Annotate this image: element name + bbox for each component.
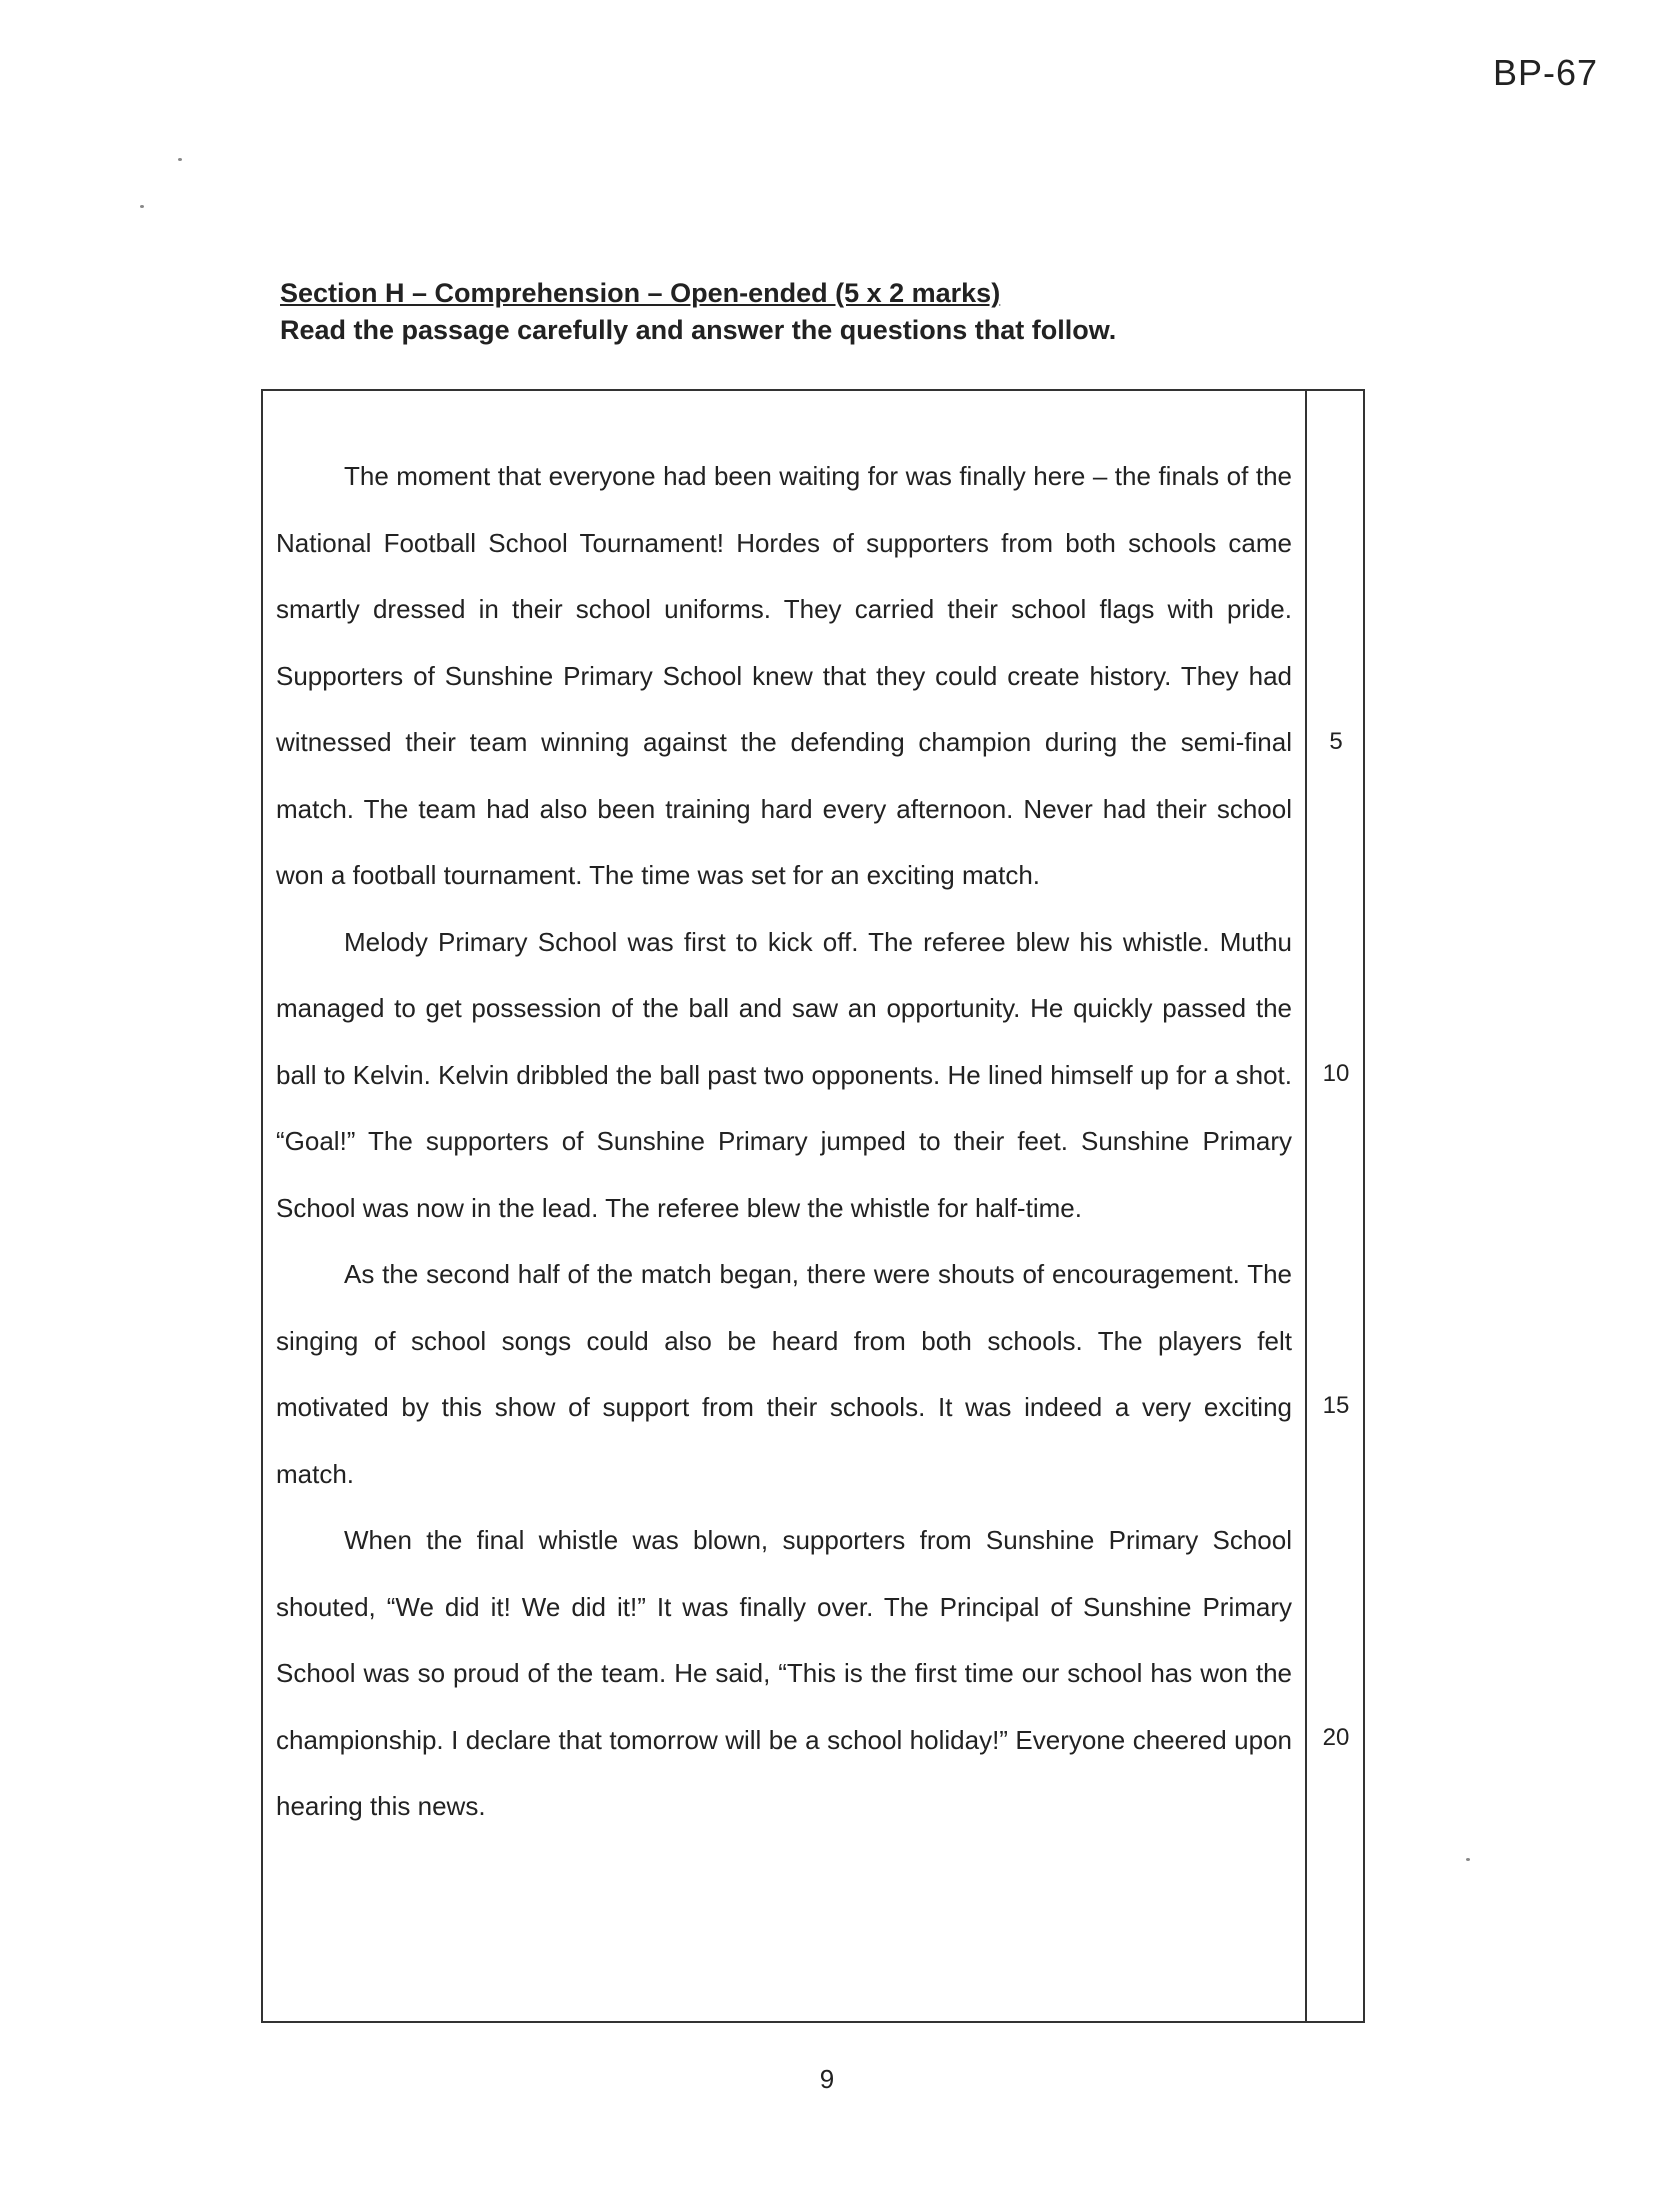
line-number-column-divider (1305, 391, 1307, 2021)
line-number-20: 20 (1322, 1724, 1350, 1751)
line-number-10: 10 (1322, 1060, 1350, 1087)
passage-paragraph-4: When the final whistle was blown, supporters from Sunshine Primary School shouted, “We did it! We did it!” It was finally over. The Principal of Sunshine Primary School was so proud of the team. He said, “This is the first time our school has won the championship. I declare that tomorrow will be a school holiday!” Everyone cheered upon hearing this news. (276, 1525, 1292, 1821)
page-code: BP-67 (1492, 52, 1598, 93)
passage-paragraph-1: The moment that everyone had been waiting for was finally here – the finals of the National Football School Tournament! Hordes of supporters from both schools came smartly dressed in their school uniforms. They carried their school flags with pride. Supporters of Sunshine Primary School knew that they could create history. They had witnessed their team winning against the defending champion during the semi-final match. The team had also been training hard every afternoon. Never had their school won a football tournament. The time was set for an exciting match. (276, 461, 1292, 890)
line-number-5: 5 (1329, 728, 1343, 755)
scan-speck (178, 158, 182, 161)
section-instruction: Read the passage carefully and answer the questions that follow. (280, 315, 1117, 345)
section-heading: Section H – Comprehension – Open-ended (5 x 2 marks) (280, 278, 1001, 308)
passage-paragraph-3: As the second half of the match began, there were shouts of encouragement. The singing of school songs could also be heard from both schools. The players felt motivated by this show of support from their schools. It was indeed a very exciting match. (276, 1259, 1292, 1489)
page-number: 9 (819, 2064, 835, 2094)
passage-paragraph-2: Melody Primary School was first to kick off. The referee blew his whistle. Muthu managed to get possession of the ball and saw an opportunity. He quickly passed the ball to Kelvin. Kelvin dribbled the ball past two opponents. He lined himself up for a shot. “Goal!” The supporters of Sunshine Primary jumped to their feet. Sunshine Primary School was now in the lead. The referee blew the whistle for half-time. (276, 926, 1292, 1223)
scan-speck (1466, 1858, 1470, 1861)
passage-box (261, 389, 1365, 2023)
passage-text (276, 443, 1292, 1840)
line-number-15: 15 (1322, 1392, 1350, 1419)
scan-speck (140, 205, 144, 208)
